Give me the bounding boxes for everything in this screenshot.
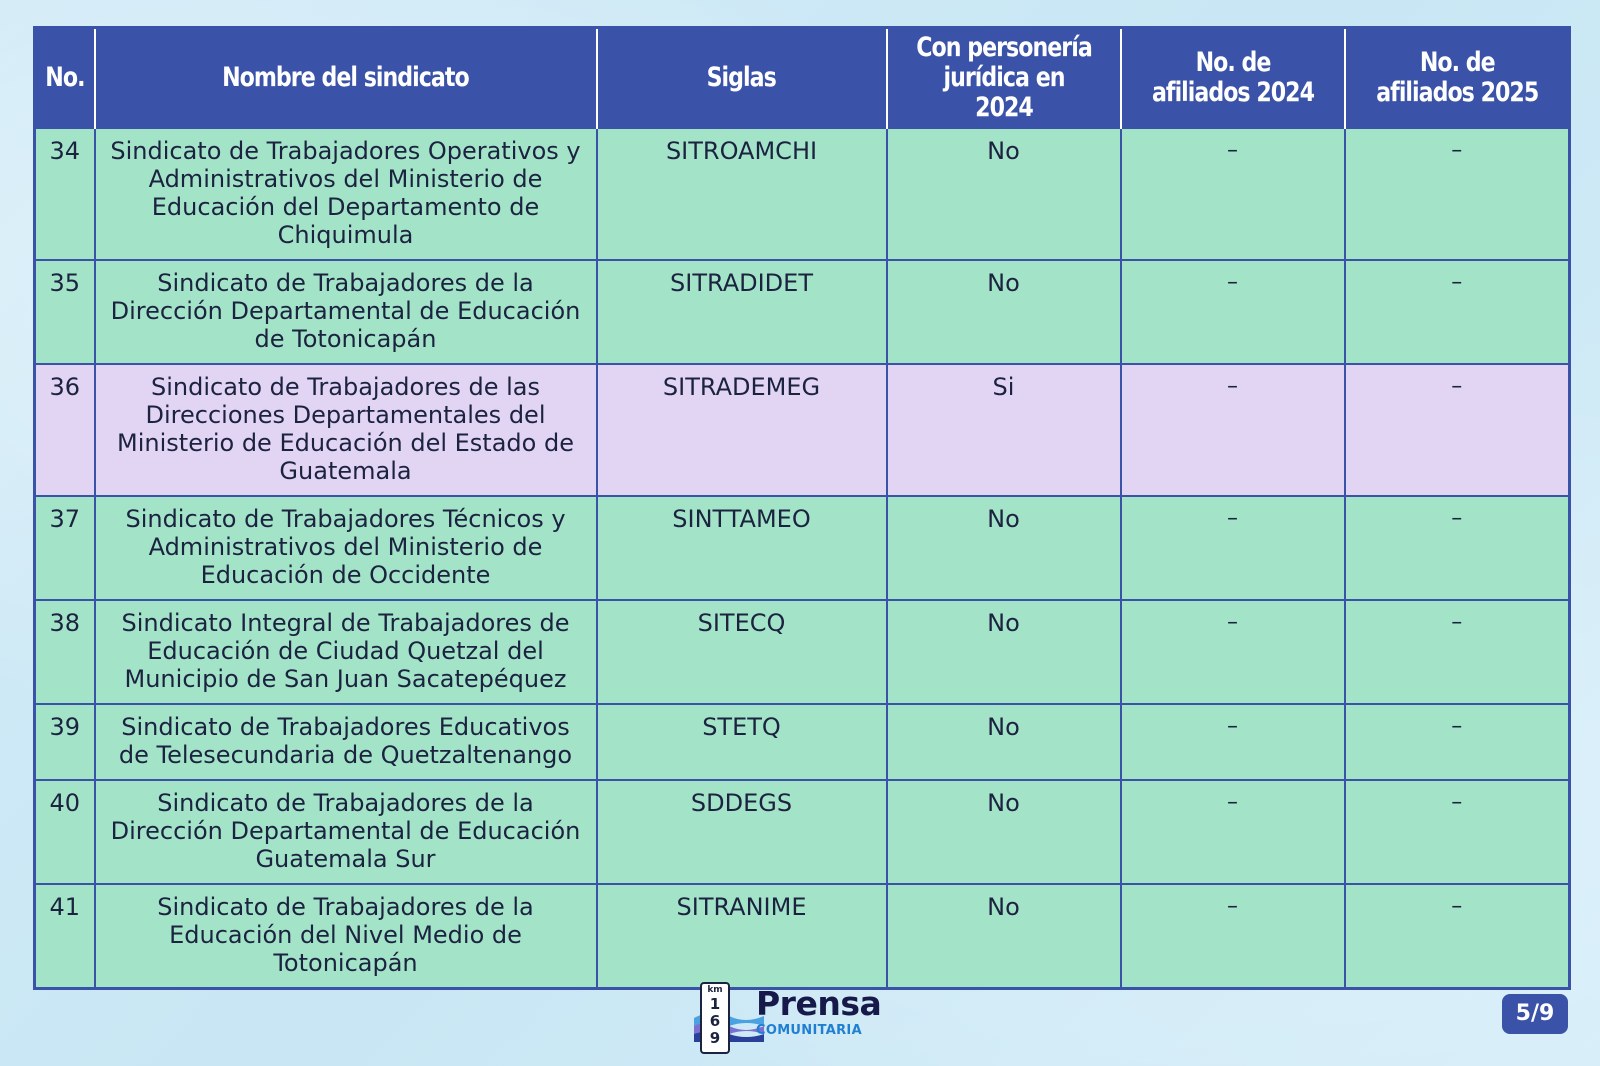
cell-afiliados-2024: –	[1121, 128, 1345, 260]
cell-afiliados-2025: –	[1345, 704, 1570, 780]
header-afiliados-2024: No. de afiliados 2024	[1121, 28, 1345, 129]
cell-no: 41	[35, 884, 95, 989]
logo-subtitle: COMUNITARIA	[756, 1023, 862, 1038]
cell-siglas: SITRADEMEG	[597, 364, 887, 496]
cell-no: 34	[35, 128, 95, 260]
cell-no: 35	[35, 260, 95, 364]
cell-personeria: No	[887, 128, 1121, 260]
cell-afiliados-2025: –	[1345, 884, 1570, 989]
header-siglas: Siglas	[597, 28, 887, 129]
unions-table-container	[33, 26, 1568, 990]
cell-personeria: No	[887, 704, 1121, 780]
cell-siglas: STETQ	[597, 704, 887, 780]
cell-afiliados-2024: –	[1121, 496, 1345, 600]
cell-siglas: SITROAMCHI	[597, 128, 887, 260]
header-personeria: Con personería jurídica en 2024	[887, 28, 1121, 129]
cell-siglas: SITECQ	[597, 600, 887, 704]
cell-nombre: Sindicato de Trabajadores de las Direcciones Departamentales del Ministerio de Educación del Estado de Guatemala	[95, 364, 597, 496]
header-nombre: Nombre del sindicato	[95, 28, 597, 129]
cell-afiliados-2025: –	[1345, 780, 1570, 884]
logo-title: Prensa	[756, 984, 882, 1023]
cell-personeria: No	[887, 496, 1121, 600]
cell-no: 37	[35, 496, 95, 600]
cell-siglas: SDDEGS	[597, 780, 887, 884]
cell-personeria: No	[887, 260, 1121, 364]
unions-table	[33, 26, 1571, 990]
cell-siglas: SITRANIME	[597, 884, 887, 989]
cell-nombre: Sindicato de Trabajadores Operativos y Administrativos del Ministerio de Educación del Departamento de Chiquimula	[95, 128, 597, 260]
cell-no: 38	[35, 600, 95, 704]
table-row	[35, 260, 1570, 364]
cell-afiliados-2024: –	[1121, 884, 1345, 989]
cell-siglas: SINTTAMEO	[597, 496, 887, 600]
cell-nombre: Sindicato Integral de Trabajadores de Educación de Ciudad Quetzal del Municipio de San Juan Sacatepéquez	[95, 600, 597, 704]
cell-nombre: Sindicato de Trabajadores de la Dirección Departamental de Educación de Totonicapán	[95, 260, 597, 364]
cell-personeria: No	[887, 780, 1121, 884]
cell-afiliados-2025: –	[1345, 496, 1570, 600]
cell-afiliados-2024: –	[1121, 364, 1345, 496]
cell-nombre: Sindicato de Trabajadores Técnicos y Administrativos del Ministerio de Educación de Occidente	[95, 496, 597, 600]
cell-afiliados-2024: –	[1121, 600, 1345, 704]
table-row	[35, 884, 1570, 989]
table-row	[35, 600, 1570, 704]
cell-nombre: Sindicato de Trabajadores de la Educación del Nivel Medio de Totonicapán	[95, 884, 597, 989]
cell-no: 39	[35, 704, 95, 780]
cell-nombre: Sindicato de Trabajadores de la Dirección Departamental de Educación Guatemala Sur	[95, 780, 597, 884]
header-afiliados-2025: No. de afiliados 2025	[1345, 28, 1570, 129]
header-no: No.	[35, 28, 95, 129]
cell-afiliados-2024: –	[1121, 704, 1345, 780]
table-header-row	[35, 28, 1570, 129]
cell-no: 36	[35, 364, 95, 496]
cell-nombre: Sindicato de Trabajadores Educativos de Telesecundaria de Quetzaltenango	[95, 704, 597, 780]
table-row	[35, 364, 1570, 496]
cell-personeria: Si	[887, 364, 1121, 496]
cell-afiliados-2025: –	[1345, 600, 1570, 704]
cell-personeria: No	[887, 600, 1121, 704]
cell-afiliados-2024: –	[1121, 780, 1345, 884]
table-row	[35, 704, 1570, 780]
page-indicator-badge: 5/9	[1502, 994, 1568, 1034]
table-row	[35, 128, 1570, 260]
table-row	[35, 496, 1570, 600]
cell-afiliados-2025: –	[1345, 364, 1570, 496]
cell-no: 40	[35, 780, 95, 884]
cell-personeria: No	[887, 884, 1121, 989]
cell-afiliados-2025: –	[1345, 128, 1570, 260]
cell-afiliados-2024: –	[1121, 260, 1345, 364]
cell-afiliados-2025: –	[1345, 260, 1570, 364]
table-row	[35, 780, 1570, 884]
cell-siglas: SITRADIDET	[597, 260, 887, 364]
prensa-comunitaria-logo	[694, 980, 904, 1056]
km-sign-icon: km 1 6 9	[700, 982, 730, 1054]
